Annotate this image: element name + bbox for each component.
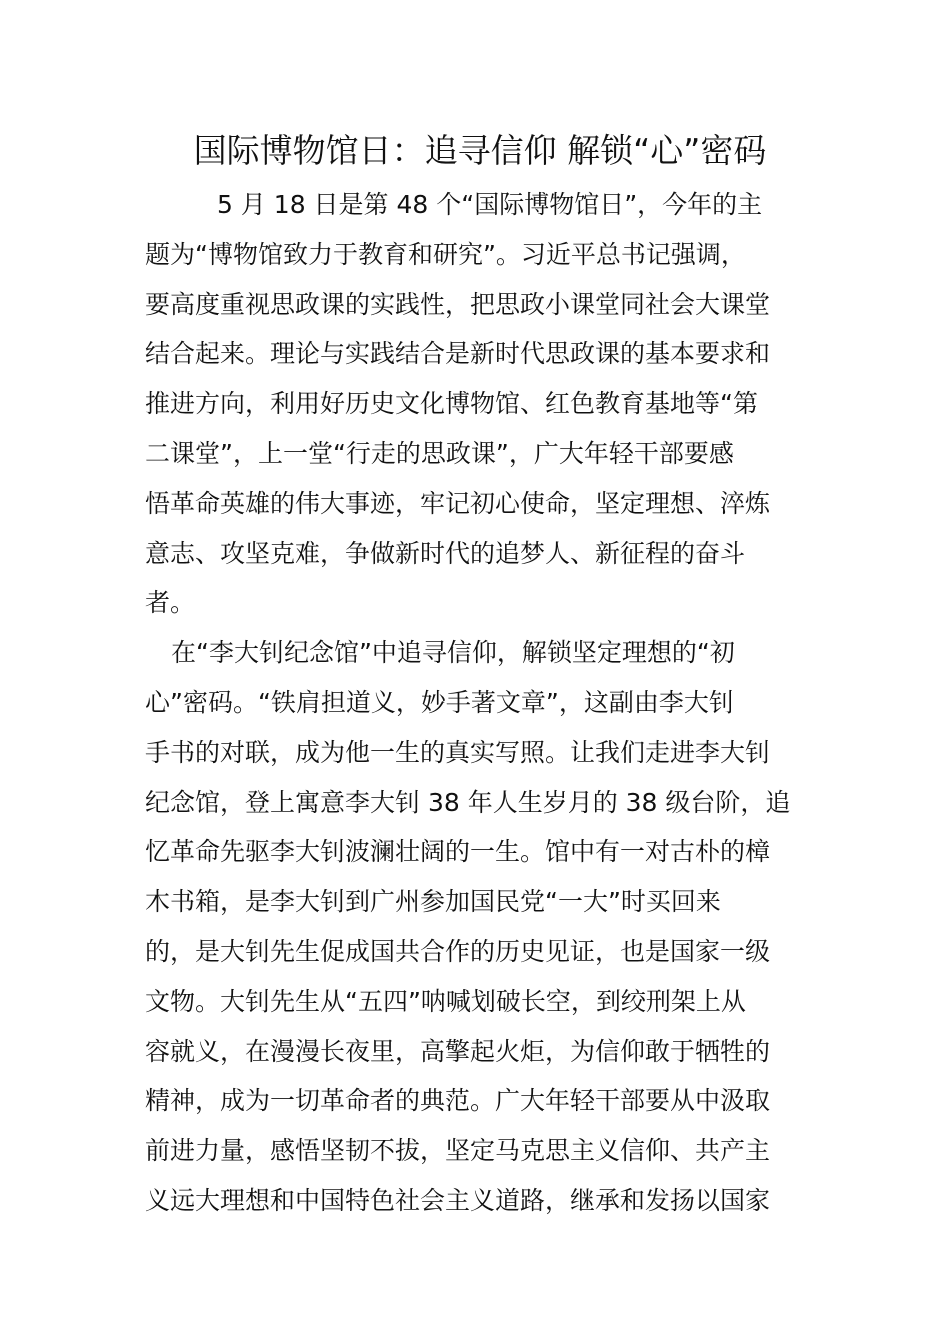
- text-line: 忆革命先驱李大钊波澜壮阔的一生。馆中有一对古朴的樟: [145, 837, 771, 867]
- document-body: [145, 180, 815, 1226]
- text-line: 推进方向，利用好历史文化博物馆、红色教育基地等“第: [145, 389, 758, 419]
- text-line: 者。: [145, 588, 196, 618]
- text-line: 的，是大钊先生促成国共合作的历史见证，也是国家一级: [145, 936, 771, 966]
- text-line: 前进力量，感悟坚韧不拔，坚定马克思主义信仰、共产主: [145, 1136, 771, 1166]
- text-line: 义远大理想和中国特色社会主义道路，继承和发扬以国家: [145, 1185, 771, 1215]
- text-line: 在“李大钊纪念馆”中追寻信仰，解锁坚定理想的“初: [171, 638, 735, 668]
- text-line: 意志、攻坚克难，争做新时代的追梦人、新征程的奋斗: [145, 538, 746, 568]
- text-line: 二课堂”，上一堂“行走的思政课”，广大年轻干部要感: [145, 438, 734, 468]
- paragraph-2: [145, 628, 815, 1226]
- text-line: 题为“博物馆致力于教育和研究”。习近平总书记强调，: [145, 239, 746, 269]
- text-line: 手书的对联，成为他一生的真实写照。让我们走进李大钊: [145, 737, 771, 767]
- text-line: 要高度重视思政课的实践性，把思政小课堂同社会大课堂: [145, 289, 771, 319]
- document-title: 国际博物馆日：追寻信仰 解锁“心”密码: [193, 131, 767, 170]
- text-line: 结合起来。理论与实践结合是新时代思政课的基本要求和: [145, 339, 771, 369]
- text-line: 容就义，在漫漫长夜里，高擎起火炬，为信仰敢于牺牲的: [145, 1036, 771, 1066]
- text-line: 精神，成为一切革命者的典范。广大年轻干部要从中汲取: [145, 1086, 771, 1116]
- text-line: 文物。大钊先生从“五四”呐喊划破长空，到绞刑架上从: [145, 986, 746, 1016]
- text-line: 木书箱，是李大钊到广州参加国民党“一大”时买回来: [145, 887, 721, 917]
- text-line: 5 月 18 日是第 48 个“国际博物馆日”，今年的主: [217, 190, 763, 219]
- paragraph-1: [145, 180, 815, 628]
- text-line: 心”密码。“铁肩担道义，妙手著文章”，这副由李大钊: [145, 687, 734, 717]
- text-line: 纪念馆，登上寓意李大钊 38 年人生岁月的 38 级台阶，追: [145, 787, 791, 817]
- text-line: 悟革命英雄的伟大事迹，牢记初心使命，坚定理想、淬炼: [145, 488, 771, 518]
